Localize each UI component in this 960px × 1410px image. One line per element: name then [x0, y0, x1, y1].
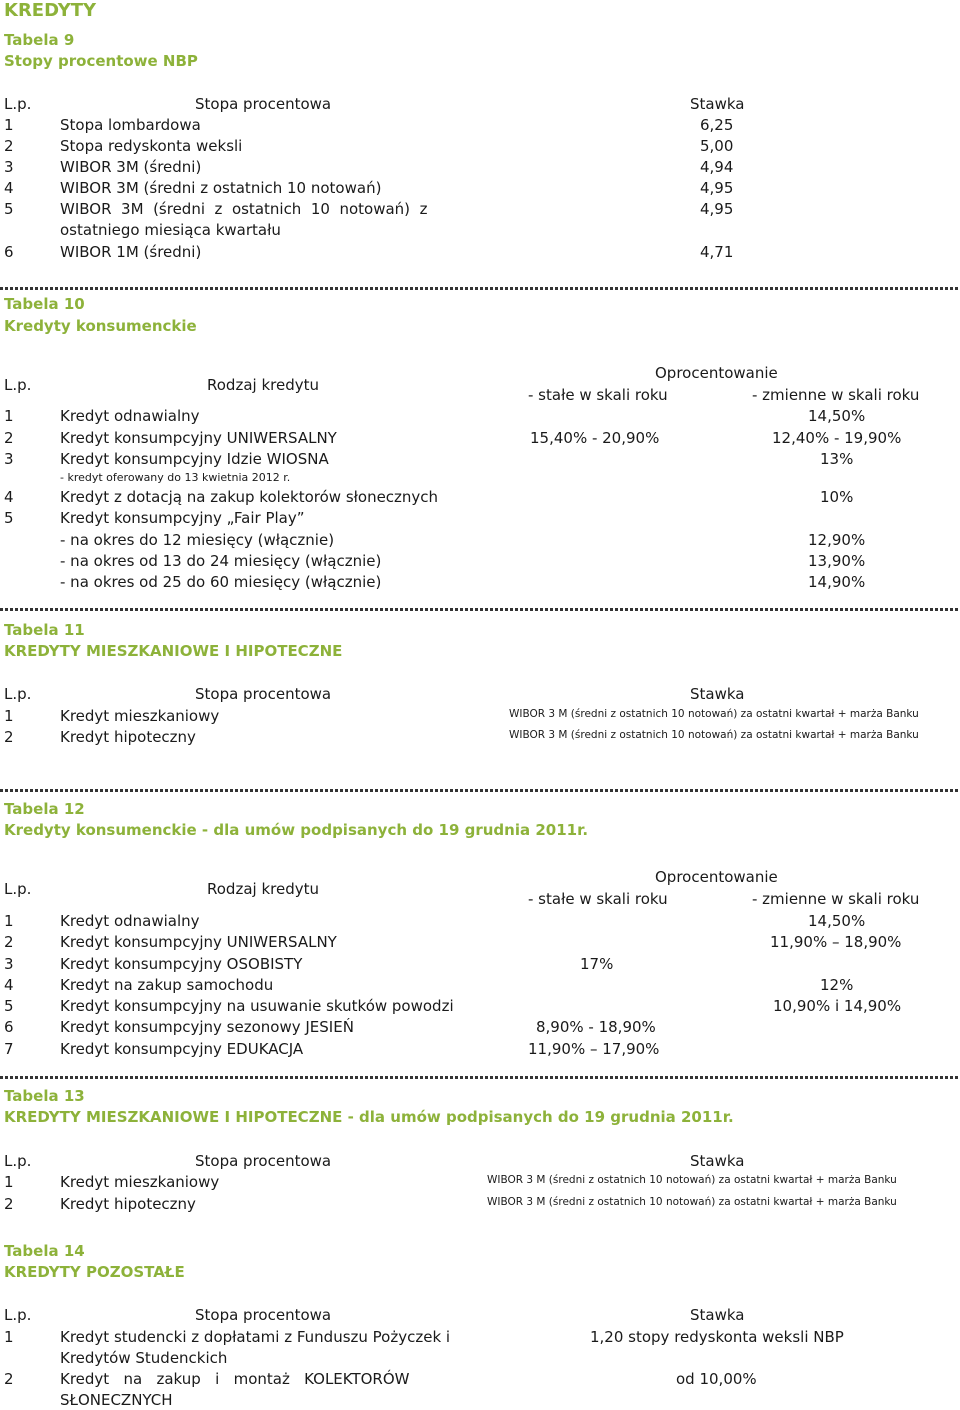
- table-9-subtitle: Stopy procentowe NBP: [4, 52, 198, 70]
- header-group: Oprocentowanie: [655, 364, 778, 382]
- header-rate: Stawka: [690, 685, 745, 703]
- row-fixed: 15,40% - 20,90%: [530, 429, 660, 447]
- row-number: 4: [4, 179, 14, 197]
- header-lp: L.p.: [4, 685, 32, 703]
- header-lp: L.p.: [4, 95, 32, 113]
- row-number: 2: [4, 429, 14, 447]
- header-fixed: - stałe w skali roku: [528, 386, 668, 404]
- sub-row-variable: 12,90%: [808, 531, 866, 549]
- row-rate: WIBOR 3 M (średni z ostatnich 10 notowań) za ostatni kwartał + marża Banku: [509, 729, 919, 741]
- row-note: - kredyt oferowany do 13 kwietnia 2012 r.: [60, 471, 291, 484]
- page-title: KREDYTY: [4, 0, 97, 21]
- sub-row-name: - na okres do 12 miesięcy (włącznie): [60, 531, 335, 549]
- row-name: Kredyt konsumpcyjny na usuwanie skutków powodzi: [60, 997, 454, 1015]
- row-name: Kredyt odnawialny: [60, 912, 200, 930]
- header-name: Stopa procentowa: [195, 1306, 332, 1324]
- header-lp: L.p.: [4, 880, 32, 898]
- row-number: 4: [4, 488, 14, 506]
- row-variable: 12,40% - 19,90%: [772, 429, 902, 447]
- row-number: 5: [4, 200, 14, 218]
- row-name: Kredyt hipoteczny: [60, 728, 196, 746]
- row-number: 1: [4, 912, 14, 930]
- row-rate: WIBOR 3 M (średni z ostatnich 10 notowań) za ostatni kwartał + marża Banku: [487, 1196, 897, 1208]
- row-name: Kredyt hipoteczny: [60, 1195, 196, 1213]
- row-name: Kredyt konsumpcyjny UNIWERSALNY: [60, 429, 337, 447]
- row-variable: 10,90% i 14,90%: [773, 997, 902, 1015]
- row-number: 2: [4, 933, 14, 951]
- table-14-label: Tabela 14: [4, 1242, 85, 1260]
- row-name: Kredyt konsumpcyjny sezonowy JESIEŃ: [60, 1018, 354, 1036]
- row-rate: 1,20 stopy redyskonta weksli NBP: [590, 1328, 844, 1346]
- row-name: WIBOR 1M (średni): [60, 243, 202, 261]
- row-number: 7: [4, 1040, 14, 1058]
- divider: [0, 287, 960, 290]
- row-name: Kredyt konsumpcyjny EDUKACJA: [60, 1040, 304, 1058]
- row-name: WIBOR 3M (średni z ostatnich 10 notowań) z: [60, 200, 428, 218]
- header-variable: - zmienne w skali roku: [752, 386, 920, 404]
- row-name: Stopa redyskonta weksli: [60, 137, 243, 155]
- sub-row-name: - na okres od 13 do 24 miesięcy (włącznie): [60, 552, 382, 570]
- row-name: Kredyt konsumpcyjny „Fair Play”: [60, 509, 305, 527]
- row-variable: 14,50%: [808, 912, 866, 930]
- row-name: Kredyt studencki z dopłatami z Funduszu Pożyczek i: [60, 1328, 451, 1346]
- row-rate: 4,95: [700, 200, 734, 218]
- row-name: WIBOR 3M (średni): [60, 158, 202, 176]
- row-number: 5: [4, 997, 14, 1015]
- header-group: Oprocentowanie: [655, 868, 778, 886]
- row-name: Kredyt na zakup samochodu: [60, 976, 274, 994]
- row-name: Kredyt konsumpcyjny Idzie WIOSNA: [60, 450, 329, 468]
- row-number: 3: [4, 955, 14, 973]
- divider: [0, 1076, 960, 1079]
- sub-row-variable: 13,90%: [808, 552, 866, 570]
- row-number: 3: [4, 158, 14, 176]
- row-number: 2: [4, 728, 14, 746]
- divider: [0, 608, 960, 611]
- row-fixed: 11,90% – 17,90%: [528, 1040, 660, 1058]
- header-name: Stopa procentowa: [195, 1152, 332, 1170]
- row-number: 1: [4, 116, 14, 134]
- row-number: 1: [4, 707, 14, 725]
- row-variable: 12%: [820, 976, 854, 994]
- row-fixed: 8,90% - 18,90%: [536, 1018, 656, 1036]
- table-13-subtitle: KREDYTY MIESZKANIOWE I HIPOTECZNE - dla umów podpisanych do 19 grudnia 2011r.: [4, 1108, 734, 1126]
- row-number: 2: [4, 1195, 14, 1213]
- row-rate: od 10,00%: [676, 1370, 757, 1388]
- row-number: 3: [4, 450, 14, 468]
- row-name-continued: ostatniego miesiąca kwartału: [60, 221, 281, 239]
- table-11-label: Tabela 11: [4, 621, 85, 639]
- table-11-subtitle: KREDYTY MIESZKANIOWE I HIPOTECZNE: [4, 642, 343, 660]
- sub-row-variable: 14,90%: [808, 573, 866, 591]
- header-fixed: - stałe w skali roku: [528, 890, 668, 908]
- row-number: 2: [4, 137, 14, 155]
- header-name: Rodzaj kredytu: [207, 880, 319, 898]
- row-name: Kredyt konsumpcyjny OSOBISTY: [60, 955, 303, 973]
- row-number: 4: [4, 976, 14, 994]
- row-name: Kredyt na zakup i montaż KOLEKTORÓW: [60, 1370, 410, 1388]
- row-rate: 4,71: [700, 243, 734, 261]
- table-13-label: Tabela 13: [4, 1087, 85, 1105]
- row-rate: 5,00: [700, 137, 734, 155]
- row-name-continued: Kredytów Studenckich: [60, 1349, 228, 1367]
- table-12-subtitle: Kredyty konsumenckie - dla umów podpisanych do 19 grudnia 2011r.: [4, 821, 589, 839]
- row-number: 1: [4, 1328, 14, 1346]
- row-number: 1: [4, 1173, 14, 1191]
- header-rate: Stawka: [690, 1306, 745, 1324]
- row-name-continued: SŁONECZNYCH: [60, 1391, 173, 1409]
- header-rate: Stawka: [690, 1152, 745, 1170]
- table-10-label: Tabela 10: [4, 295, 85, 313]
- row-variable: 13%: [820, 450, 854, 468]
- row-rate: WIBOR 3 M (średni z ostatnich 10 notowań) za ostatni kwartał + marża Banku: [509, 708, 919, 720]
- row-number: 2: [4, 1370, 14, 1388]
- row-number: 6: [4, 243, 14, 261]
- table-14-subtitle: KREDYTY POZOSTAŁE: [4, 1263, 185, 1281]
- header-lp: L.p.: [4, 376, 32, 394]
- table-10-subtitle: Kredyty konsumenckie: [4, 317, 197, 335]
- table-9-label: Tabela 9: [4, 31, 75, 49]
- row-name: Stopa lombardowa: [60, 116, 201, 134]
- header-lp: L.p.: [4, 1152, 32, 1170]
- row-name: WIBOR 3M (średni z ostatnich 10 notowań): [60, 179, 382, 197]
- row-fixed: 17%: [580, 955, 614, 973]
- row-variable: 11,90% – 18,90%: [770, 933, 902, 951]
- row-rate: WIBOR 3 M (średni z ostatnich 10 notowań) za ostatni kwartał + marża Banku: [487, 1174, 897, 1186]
- row-variable: 10%: [820, 488, 854, 506]
- row-number: 1: [4, 407, 14, 425]
- header-rate: Stawka: [690, 95, 745, 113]
- header-name: Rodzaj kredytu: [207, 376, 319, 394]
- row-number: 6: [4, 1018, 14, 1036]
- row-rate: 4,95: [700, 179, 734, 197]
- header-name: Stopa procentowa: [195, 685, 332, 703]
- row-number: 5: [4, 509, 14, 527]
- row-name: Kredyt mieszkaniowy: [60, 707, 220, 725]
- header-variable: - zmienne w skali roku: [752, 890, 920, 908]
- row-variable: 14,50%: [808, 407, 866, 425]
- row-name: Kredyt z dotacją na zakup kolektorów słonecznych: [60, 488, 439, 506]
- row-rate: 4,94: [700, 158, 734, 176]
- header-name: Stopa procentowa: [195, 95, 332, 113]
- row-name: Kredyt mieszkaniowy: [60, 1173, 220, 1191]
- row-name: Kredyt odnawialny: [60, 407, 200, 425]
- sub-row-name: - na okres od 25 do 60 miesięcy (włącznie): [60, 573, 382, 591]
- table-12-label: Tabela 12: [4, 800, 85, 818]
- divider: [0, 789, 960, 792]
- row-rate: 6,25: [700, 116, 734, 134]
- row-name: Kredyt konsumpcyjny UNIWERSALNY: [60, 933, 337, 951]
- header-lp: L.p.: [4, 1306, 32, 1324]
